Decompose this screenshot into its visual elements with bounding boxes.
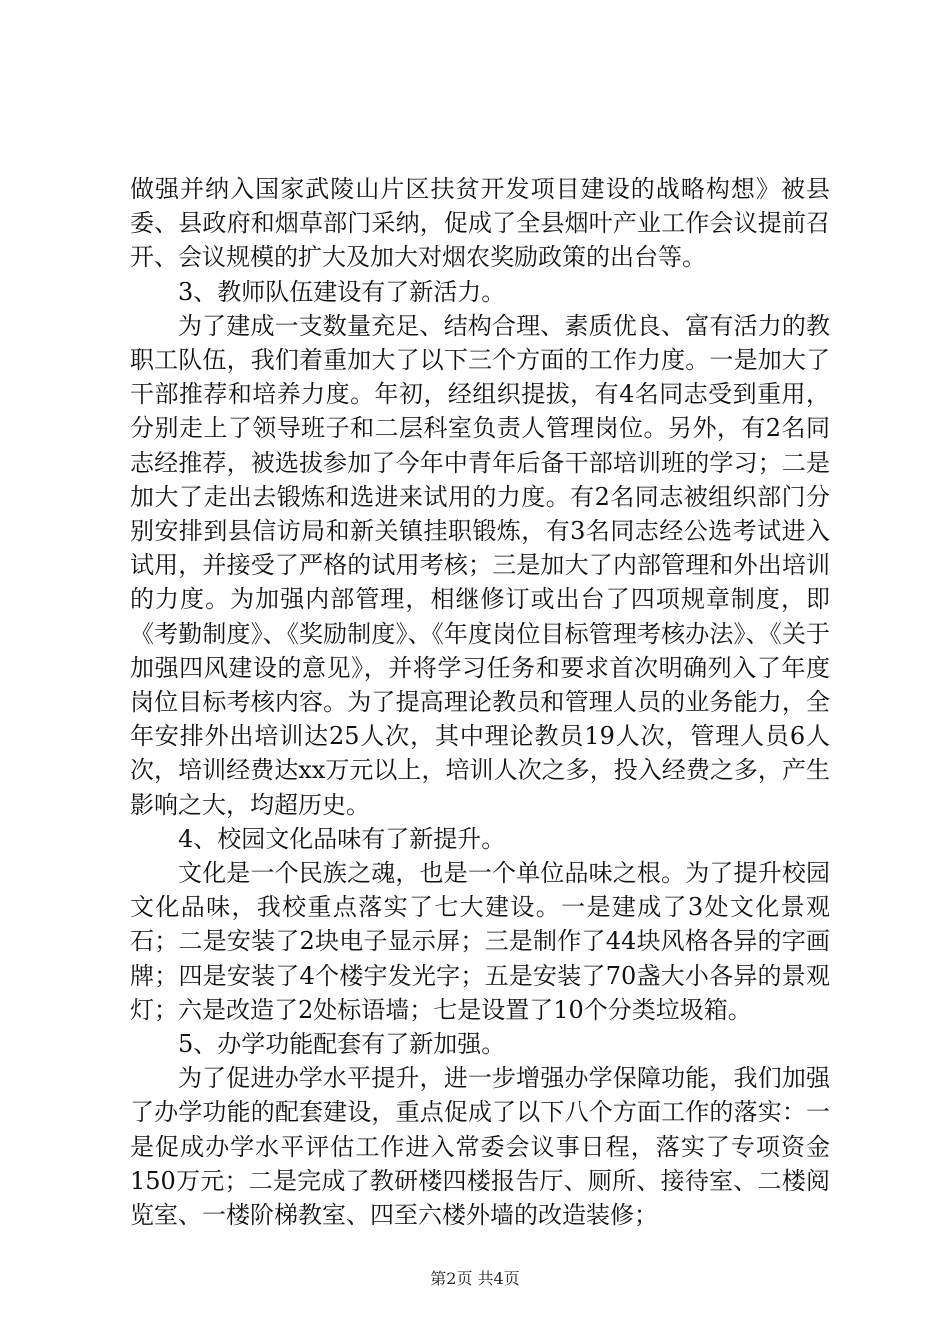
page-number-footer: 第2页 共4页	[430, 1269, 520, 1288]
section-heading-3: 3、教师队伍建设有了新活力。	[178, 277, 506, 306]
paragraph-school-facilities: 为了促进办学水平提升，进一步增强办学保障功能，我们加强了办学功能的配套建设，重点促成了以下八个方面工作的落实：一是促成办学水平评估工作进入常委会议事日程，落实了专项资金150万元；二是完成了教研楼四楼报告厅、厕所、接待室、二楼阅览室、一楼阶梯教室、四至六楼外墙的改造装修；	[130, 1064, 830, 1230]
document-body	[130, 172, 830, 1232]
section-heading-5: 5、办学功能配套有了新加强。	[178, 1030, 506, 1059]
section-heading-4: 4、校园文化品味有了新提升。	[178, 824, 506, 853]
paragraph-campus-culture: 文化是一个民族之魂，也是一个单位品味之根。为了提升校园文化品味，我校重点落实了七大建设。一是建成了3处文化景观石；二是安装了2块电子显示屏；三是制作了44块风格各异的字画牌；四是安装了4个楼宇发光字；五是安装了70盏大小各异的景观灯；六是改造了2处标语墙；七是设置了10个分类垃圾箱。	[130, 859, 830, 1024]
paragraph-continuation: 做强并纳入国家武陵山片区扶贫开发项目建设的战略构想》被县委、县政府和烟草部门采纳，促成了全县烟叶产业工作会议提前召开、会议规模的扩大及加大对烟农奖励政策的出台等。	[130, 175, 830, 272]
paragraph-teacher-team: 为了建成一支数量充足、结构合理、素质优良、富有活力的教职工队伍，我们着重加大了以下三个方面的工作力度。一是加大了干部推荐和培养力度。年初，经组织提拔，有4名同志受到重用，分别走上了领导班子和二层科室负责人管理岗位。另外，有2名同志经推荐，被选拔参加了今年中青年后备干部培训班的学习；二是加大了走出去锻炼和选进来试用的力度。有2名同志被组织部门分别安排到县信访局和新关镇挂职锻炼，有3名同志经公选考试进入试用，并接受了严格的试用考核；三是加大了内部管理和外出培训的力度。为加强内部管理，相继修订或出台了四项规章制度，即《考勤制度》、《奖励制度》、《年度岗位目标管理考核办法》、《关于加强四风建设的意见》，并将学习任务和要求首次明确列入了年度岗位目标考核内容。为了提高理论教员和管理人员的业务能力，全年安排外出培训达25人次，其中理论教员19人次，管理人员6人次，培训经费达xx万元以上，培训人次之多，投入经费之多，产生影响之大，均超历史。	[130, 311, 830, 819]
